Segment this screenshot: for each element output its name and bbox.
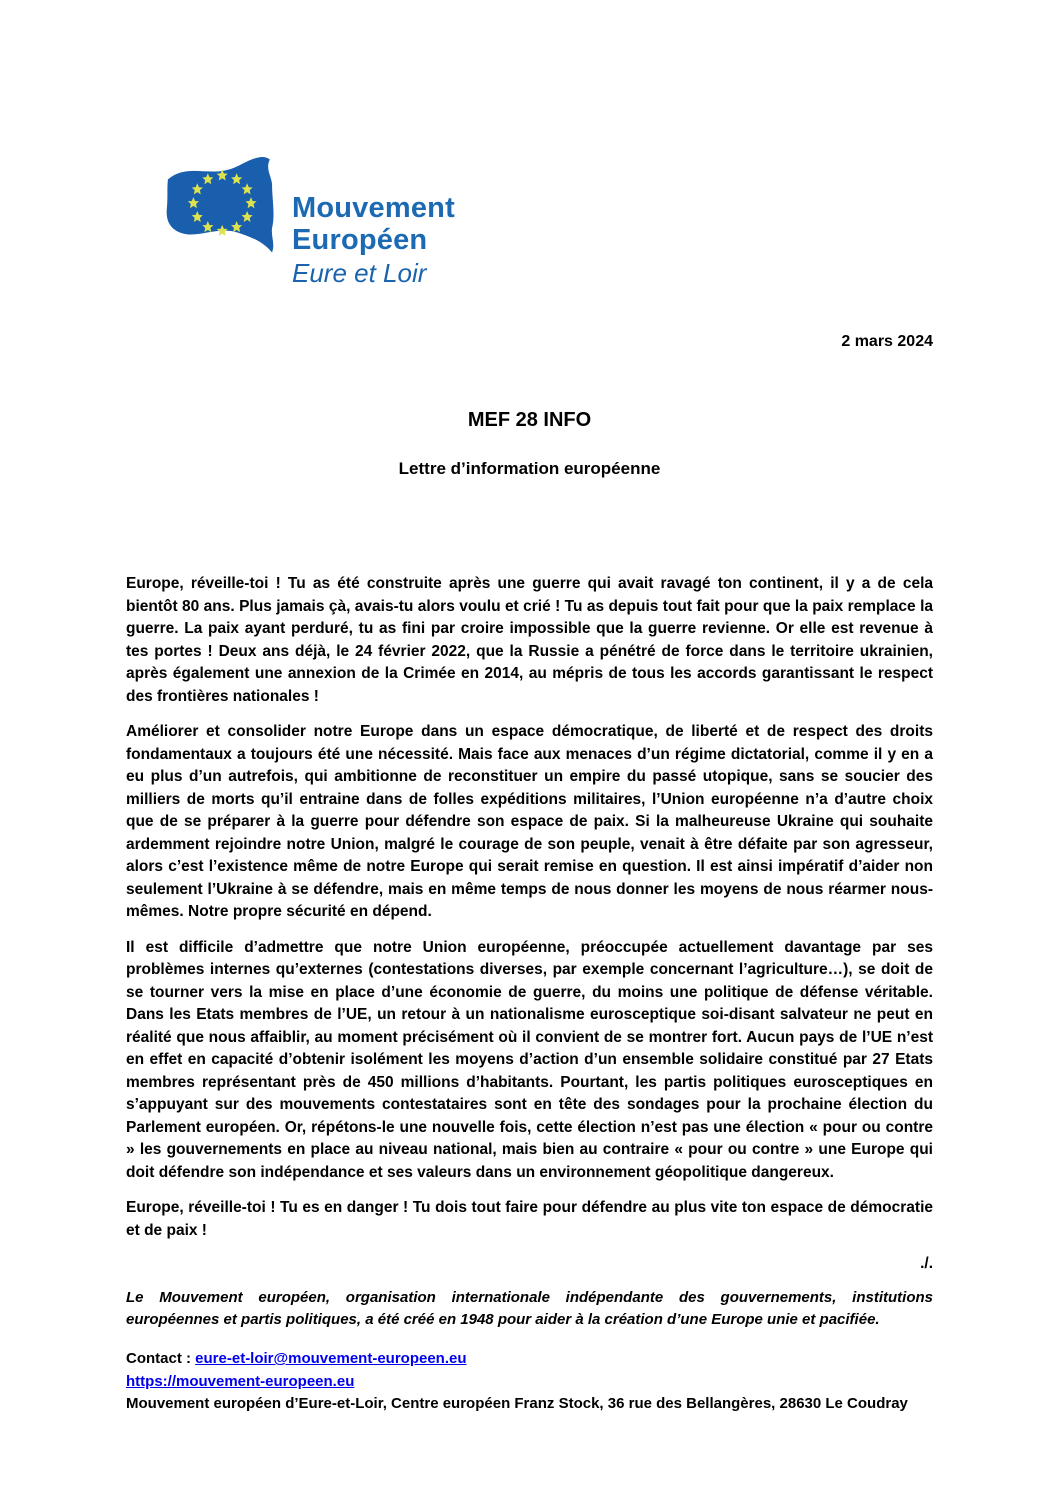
- body-paragraph-4: Europe, réveille-toi ! Tu es en danger ! Tu dois tout faire pour défendre au plus vite ton espace de démocratie et de paix !: [126, 1199, 933, 1239]
- contact-label: Contact :: [126, 1350, 191, 1367]
- body-paragraph-3: Il est difficile d’admettre que notre Union européenne, préoccupée actuellement davantage par ses problèmes internes qu’externes (contestations diverses, par exemple concernant l’agriculture…), se doit de se tourner vers la mise en place d’une économie de guerre, du moins une politique de défense véritable. Dans les Etats membres de l’UE, un retour à un nationalisme eurosceptique soi-disant salvateur ne peut en réalité que nous affaiblir, au moment précisément où il convient de se montrer fort. Aucun pays de l’UE n’est en effet en capacité d’obtenir isolément les moyens d’action d’un ensemble solidaire constitué par 27 Etats membres représentant près de 450 millions d’habitants. Pourtant, les partis politiques eurosceptiques en s’appuyant sur des mouvements contestataires sont en tête des sondages pour la prochaine élection du Parlement européen. Or, répétons-le une nouvelle fois, cette élection n’est pas une élection « pour ou contre » les gouvernements en place au niveau national, mais bien au contraire « pour ou contre » une Europe qui doit défendre son indépendance et ses valeurs dans un environnement géopolitique dangereux.: [126, 938, 933, 1181]
- logo-wordmark: [292, 192, 455, 288]
- mouvement-europeen-logo: [158, 150, 455, 288]
- letter-content: [126, 333, 933, 1416]
- body-paragraph-1: Europe, réveille-toi ! Tu as été construite après une guerre qui avait ravagé ton continent, il y a de cela bientôt 80 ans. Plus jamais çà, avais-tu alors voulu et crié ! Tu as depuis tout fait pour que la paix remplace la guerre. La paix ayant perduré, tu as fini par croire impossible que la guerre revienne. Or elle est revenue à tes portes ! Deux ans déjà, le 24 février 2022, que la Russie a pénétré de force dans le territoire ukrainien, après également une annexion de la Crimée en 2014, au mépris de tous les accords garantissant le respect des frontières nationales !: [126, 575, 933, 705]
- page-subtitle: Lettre d’information européenne: [398, 459, 661, 478]
- address-line: Mouvement européen d’Eure-et-Loir, Centre européen Franz Stock, 36 rue des Bellangères, 28630 Le Coudray: [126, 1395, 908, 1412]
- contact-email-link[interactable]: eure-et-loir@mouvement-europeen.eu: [195, 1350, 467, 1367]
- contact-block: [126, 1348, 933, 1416]
- website-line: [126, 1371, 933, 1394]
- logo-region: Eure et Loir: [292, 257, 427, 288]
- contact-line: [126, 1348, 933, 1371]
- date: 2 mars 2024: [841, 333, 933, 350]
- continuation-mark: ./.: [920, 1255, 933, 1272]
- body-paragraph-2: Améliorer et consolider notre Europe dans un espace démocratique, de liberté et de respect des droits fondamentaux a toujours été une nécessité. Mais face aux menaces d’un régime dictatorial, comme il y en a eu plus d’un autrefois, qui ambitionne de reconstituer un empire du passé utopique, sans se soucier des milliers de morts qu’il entraine dans de folles expéditions militaires, l’Union européenne n’a d’autre choix que de se préparer à la guerre pour défendre son espace de paix. Si la malheureuse Ukraine qui souhaite ardemment rejoindre notre Union, malgré le courage de son peuple, venait à être défaite par son agresseur, alors c’est l’existence même de notre Europe qui serait remise en question. Il est ainsi impératif d’aider non seulement l’Ukraine à se défendre, mais en même temps de nous donner les moyens de nous réarmer nous-mêmes. Notre propre sécurité en dépend.: [126, 723, 933, 920]
- eu-flag-icon: [158, 150, 282, 262]
- logo-org-line1: Mouvement: [292, 192, 455, 224]
- website-link[interactable]: https://mouvement-europeen.eu: [126, 1372, 355, 1390]
- letter-body: [126, 573, 933, 1242]
- page-title: MEF 28 INFO: [467, 409, 592, 431]
- logo-org-line2: Européen: [292, 224, 428, 257]
- about-movement-note: Le Mouvement européen, organisation internationale indépendante des gouvernements, institutions européennes et partis politiques, a été créé en 1948 pour aider à la création d’une Europe unie et pacifiée.: [126, 1289, 933, 1328]
